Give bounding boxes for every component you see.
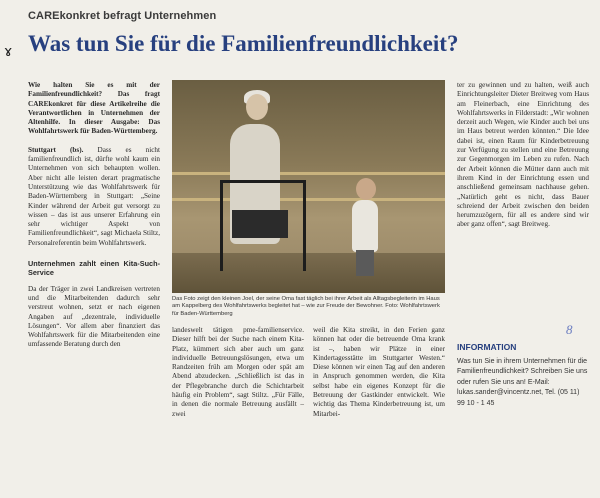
photo-floor [172,253,445,293]
photo-handrail-2 [172,198,445,201]
photo-handrail-1 [172,172,445,175]
handwritten-mark: 8 [566,322,573,337]
dateline: Stuttgart (bs). [28,145,84,154]
photo-caption: Das Foto zeigt den kleinen Joel, der seine Oma fast täglich bei ihrer Arbeit als Alltagsbegleiterin im Haus am Kappelberg des Wohlfahrtswerks begleitet hat – wie zur Freude der Bewohner. Foto: Wohlfahrtswerk für Baden-Württemberg [172,296,440,317]
article-body-col4: ter zu gewinnen und zu halten, weiß auch Einrichtungsleiter Dieter Breitweg vom Haus am Fleinerbach, eine Einrichtung des Wohlfahrtswerks in Filderstadt: „Wir wohnen derzeit auch Wegen, wie Kinder auch bei uns im Haus betreut werden könnten.“ Die Idee dabei ist, einen Raum für Kinderbetreuung zur Verfügung zu stellen und eine Betreuung zur Gegenmorgen im Leben zu rufen. Nach der Arbeit können die Mütter dann auch mit ihrem Kind in der Einrichtung essen und anschließend gemeinsam nachhause gehen. „Natürlich geht es nicht, dass Bauer schreiend der Arbeit zwischen den beiden herumzuzögern, für all es andere sind wir aber ganz offen“, sagt Breitweg. [457,81,589,229]
photo-child [352,200,378,252]
article-body-1 [28,146,160,248]
article-body-2: Da der Träger in zwei Landkreisen vertreten und die Mitarbeitenden dadurch sehr verstreut wohnen, setzt er nach eigenen Angaben auf „dezentrale, individuelle Lösungen“. Vor allem aber finanziert das Wohlfahrtswerk für die Mitarbeitenden eine umfassende Beratung durch den [28,284,160,349]
article-body-col3: weil die Kita streikt, in den Ferien ganz können hat oder die betreuende Oma krank ist –, haben wir Plätze in einer Kindertagesstätte im Stuttgarter Westen.“ Diese können wir einen Tag auf den anderen in Anspruch genommen werden, die Kita selbst habe ein eigenes Konzept für die Betreuung der Gastkinder entwickelt. Wie wichtig das Thema Kinderbetreuung ist, um Mitarbei- [313,326,445,418]
photo-child-head [356,178,376,200]
info-title: INFORMATION [457,342,517,352]
article-intro: Wie halten Sie es mit der Familienfreundlichkeit? Das fragt CAREkonkret für diese Artikelreihe die Verantwortlichen in Unternehmen der Altenhilfe. In dieser Ausgabe: Das Wohlfahrtswerk für Baden-Württemberg. [28,81,160,136]
article-column-1 [28,81,160,350]
article-subhead: Unternehmen zahlt einen Kita-Such-Service [28,259,160,278]
photo-woman-head [246,94,268,120]
article-body-1-text: Dass es nicht familienfreundlich ist, dürfte wohl kaum ein Unternehmen von sich behaupten wollen. Aber nicht alle leisten derart pragmatische Unterstützung wie das Wohlfahrtswerk für Baden-Württemberg in Stuttgart: „Seine Kinder während der Arbeit gut versorgt zu wissen – das ist aus unserer Erfahrung ein sehr wichtiger Aspekt von Familienfreundlichkeit“, sagt Michaela Stiltz, Personalreferentin beim Wohlfahrtswerk. [28,145,161,247]
photo-child-legs [356,250,374,276]
article-photo [172,80,445,293]
section-kicker: CAREkonkret befragt Unternehmen [28,10,217,22]
info-box [457,342,589,409]
margin-mark: ɤ [4,44,13,60]
article-column-4 [457,81,589,230]
article-body-col2: landeswelt tätigen pme-familienservice. Dieser hilft bei der Suche nach einem Kita-Platz, kümmert sich aber auch um ganz individuelle Betreuungslösungen, etwa um Randzeiten früh am Morgen oder spät am Abend abzudecken. „Schließlich ist das in der Pflegebranche durch die Schichtarbeit häufig ein Problem“, sagt Stiltz. „Für Fälle, in denen die normale Betreuung ausfällt – zwei [172,326,304,418]
article-column-2 [172,326,304,419]
page-title: Was tun Sie für die Familienfreundlichkeit? [28,31,459,56]
article-column-3 [313,326,445,419]
info-text: Was tun Sie in ihrem Unternehmen für die Familienfreundlichkeit? Schreiben Sie uns oder rufen Sie uns an! E-Mail: lukas.sander@vincentz.net, Tel. (05 11) 99 10 - 1 45 [457,358,588,407]
photo-walker-basket [232,210,288,238]
